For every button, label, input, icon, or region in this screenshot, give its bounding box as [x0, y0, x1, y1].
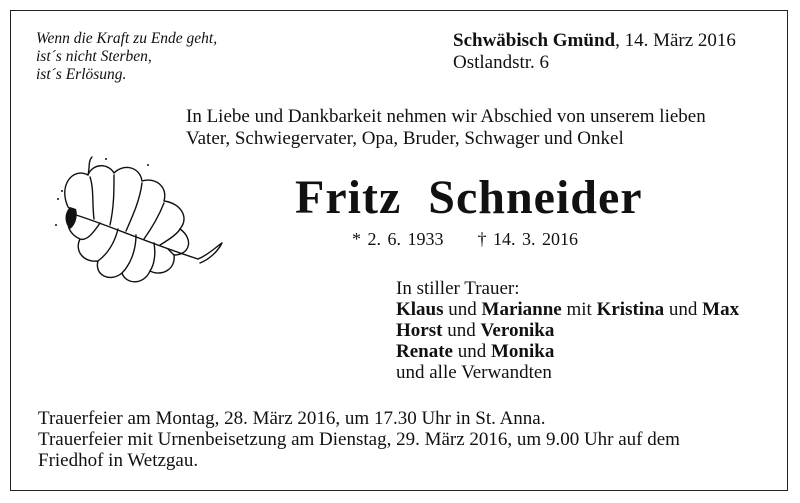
place-date: [453, 30, 736, 74]
birth-date: * 2. 6. 1933: [352, 229, 444, 249]
poem-line: Wenn die Kraft zu Ende geht,: [36, 30, 218, 47]
intro-line: In Liebe und Dankbarkeit nehmen wir Abschied von unserem lieben: [186, 106, 706, 127]
date: , 14. März 2016: [615, 30, 736, 51]
intro-line: Vater, Schwiegervater, Opa, Bruder, Schwager und Onkel: [186, 128, 624, 149]
mourners-heading: In stiller Trauer:: [396, 278, 520, 299]
mourners-line: Renate und Monika: [396, 341, 555, 362]
death-date: † 14. 3. 2016: [477, 229, 578, 249]
poem-line: ist´s Erlösung.: [36, 66, 127, 83]
mourners-line: Horst und Veronika: [396, 320, 555, 341]
city: Schwäbisch Gmünd: [453, 30, 616, 51]
service-line: Friedhof in Wetzgau.: [38, 450, 199, 471]
poem: [36, 30, 217, 84]
service-line: Trauerfeier am Montag, 28. März 2016, um 17.30 Uhr in St. Anna.: [38, 408, 546, 429]
service-info: [38, 408, 680, 471]
address: Ostlandstr. 6: [453, 52, 550, 73]
mourners-line: und alle Verwandten: [396, 362, 552, 383]
deceased-name: Fritz Schneider: [295, 171, 643, 224]
life-dates: [352, 229, 578, 250]
intro-text: [186, 106, 706, 150]
service-line: Trauerfeier mit Urnenbeisetzung am Dienstag, 29. März 2016, um 9.00 Uhr auf dem: [38, 429, 680, 450]
mourners: [396, 278, 739, 383]
poem-line: ist´s nicht Sterben,: [36, 48, 152, 65]
mourners-line: Klaus und Marianne mit Kristina und Max: [396, 299, 740, 320]
leaf-icon: [48, 155, 228, 295]
